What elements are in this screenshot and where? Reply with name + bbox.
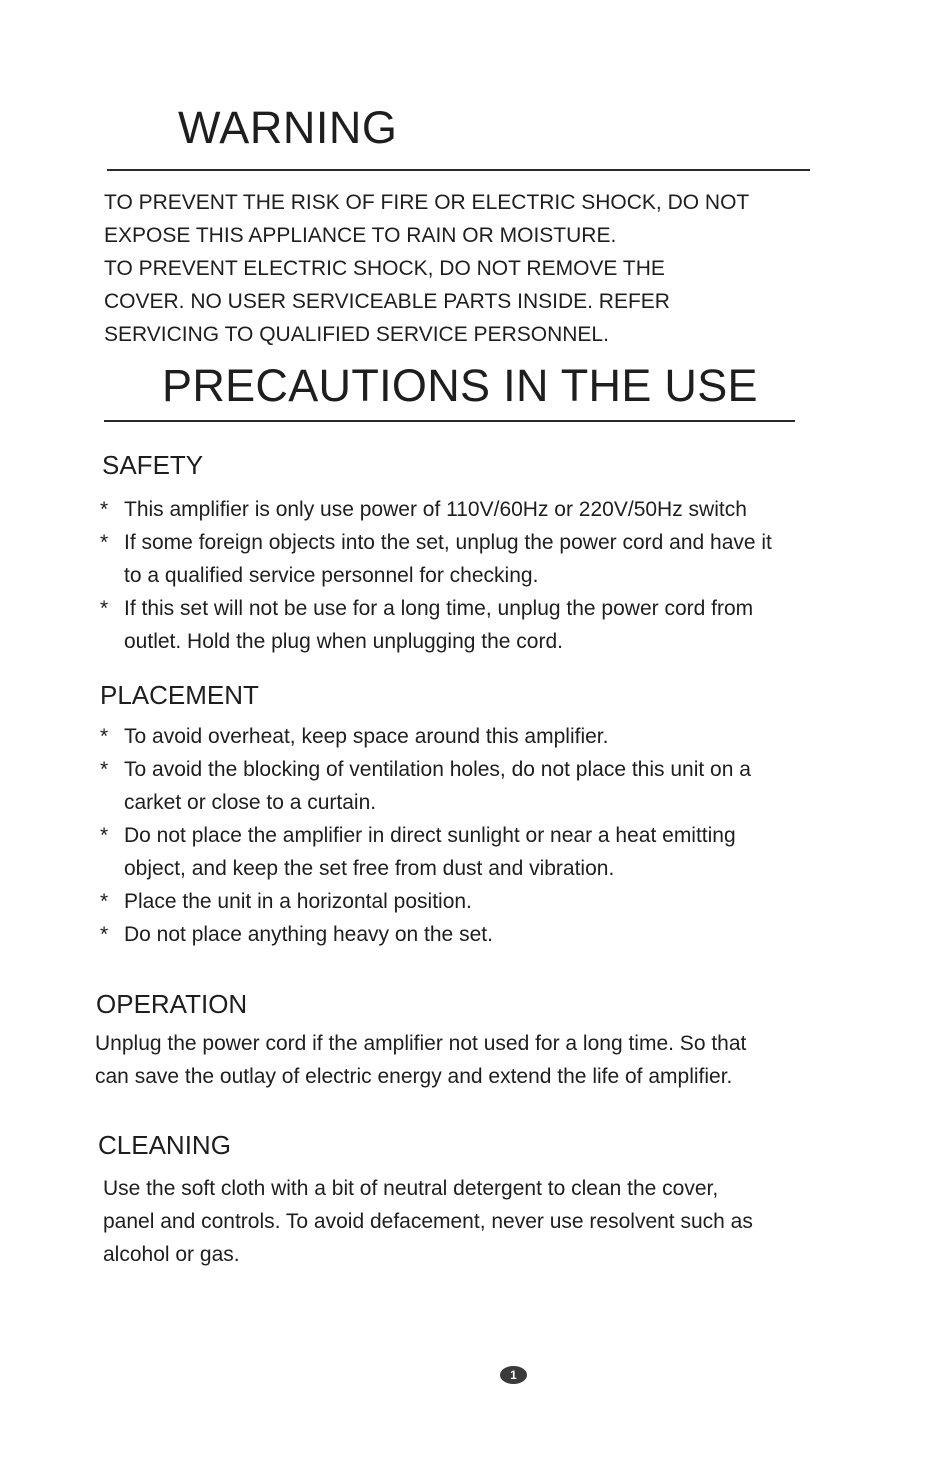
list-item bbox=[100, 885, 860, 918]
list-item-text: To avoid overheat, keep space around this amplifier. bbox=[124, 725, 609, 748]
bullet-symbol: * bbox=[100, 824, 109, 847]
placement-heading: PLACEMENT bbox=[100, 680, 259, 710]
safety-list bbox=[100, 493, 860, 658]
safety-heading: SAFETY bbox=[102, 450, 204, 480]
list-item-text: If some foreign objects into the set, unplug the power cord and have it to a qualified service personnel for checking. bbox=[124, 531, 772, 587]
warning-divider bbox=[107, 169, 810, 171]
bullet-symbol: * bbox=[100, 725, 109, 748]
list-item bbox=[100, 918, 860, 951]
warning-line: COVER. NO USER SERVICEABLE PARTS INSIDE. REFER bbox=[104, 290, 670, 313]
list-item-text: Do not place the amplifier in direct sunlight or near a heat emitting object, and keep the set free from dust and vibration. bbox=[124, 824, 736, 880]
list-item-text: To avoid the blocking of ventilation holes, do not place this unit on a carket or close to a curtain. bbox=[124, 758, 751, 814]
list-item-text: This amplifier is only use power of 110V/60Hz or 220V/50Hz switch bbox=[124, 498, 747, 521]
warning-line: EXPOSE THIS APPLIANCE TO RAIN OR MOISTURE. bbox=[104, 224, 617, 247]
placement-list bbox=[100, 720, 860, 951]
warning-text bbox=[104, 186, 844, 351]
list-item-text: If this set will not be use for a long time, unplug the power cord from outlet. Hold the plug when unplugging the cord. bbox=[124, 597, 754, 653]
precautions-title: PRECAUTIONS IN THE USE bbox=[162, 360, 758, 411]
list-item bbox=[100, 753, 860, 819]
bullet-symbol: * bbox=[100, 923, 109, 946]
list-item bbox=[100, 592, 860, 658]
precautions-divider bbox=[104, 420, 795, 422]
warning-title: WARNING bbox=[178, 102, 398, 153]
warning-line: SERVICING TO QUALIFIED SERVICE PERSONNEL. bbox=[104, 323, 609, 346]
list-item-text: Place the unit in a horizontal position. bbox=[124, 890, 472, 913]
operation-heading: OPERATION bbox=[96, 989, 248, 1019]
list-item bbox=[100, 526, 860, 592]
list-item-text: Do not place anything heavy on the set. bbox=[124, 923, 493, 946]
list-item bbox=[100, 819, 860, 885]
operation-text: Unplug the power cord if the amplifier not used for a long time. So that can save the outlay of electric energy and extend the life of amplifier. bbox=[95, 1032, 747, 1088]
bullet-symbol: * bbox=[100, 890, 109, 913]
warning-line: TO PREVENT ELECTRIC SHOCK, DO NOT REMOVE THE bbox=[104, 257, 665, 280]
warning-line: TO PREVENT THE RISK OF FIRE OR ELECTRIC SHOCK, DO NOT bbox=[104, 191, 750, 214]
list-item bbox=[100, 720, 860, 753]
cleaning-heading: CLEANING bbox=[98, 1130, 231, 1160]
bullet-symbol: * bbox=[100, 597, 109, 620]
bullet-symbol: * bbox=[100, 531, 109, 554]
bullet-symbol: * bbox=[100, 758, 109, 781]
cleaning-text: Use the soft cloth with a bit of neutral detergent to clean the cover, panel and controls. To avoid defacement, never use resolvent such as alcohol or gas. bbox=[103, 1177, 753, 1266]
page-number: 1 bbox=[500, 1366, 527, 1384]
list-item bbox=[100, 493, 860, 526]
bullet-symbol: * bbox=[100, 498, 109, 521]
